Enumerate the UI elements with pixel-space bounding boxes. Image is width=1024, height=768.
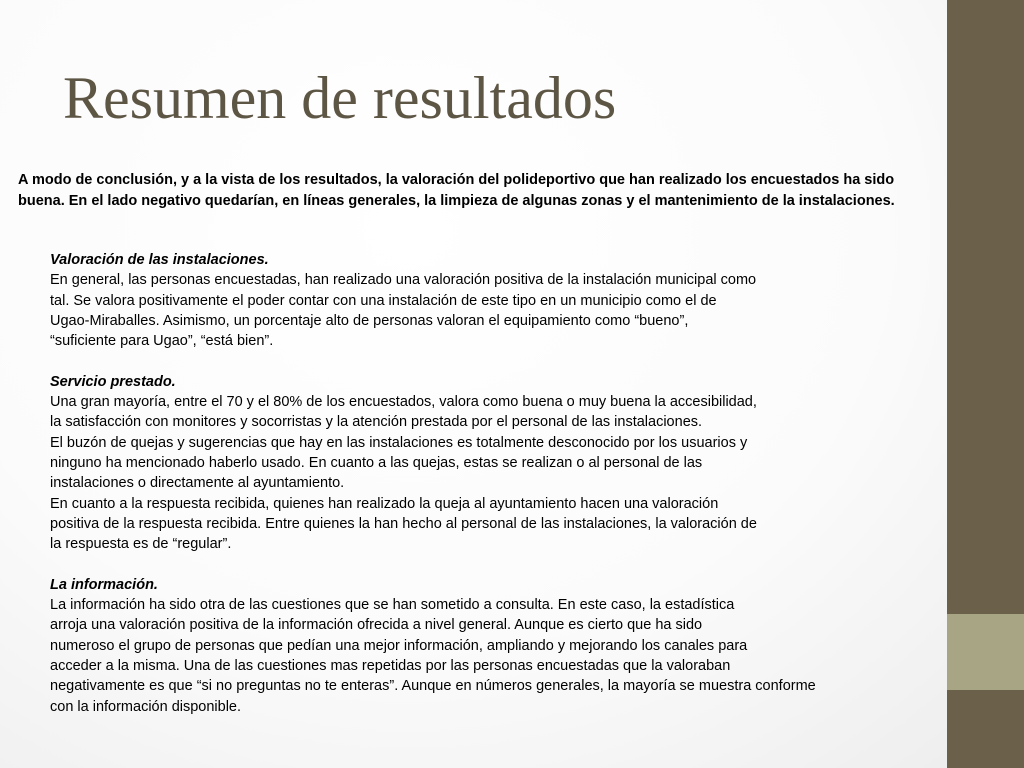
slide-body	[50, 250, 930, 717]
body-line: La información ha sido otra de las cuestiones que se han sometido a consulta. En este caso, la estadística	[50, 597, 735, 614]
body-line: la satisfacción con monitores y socorristas y la atención prestada por el personal de las instalaciones.	[50, 414, 703, 431]
section-la-informacion	[50, 575, 930, 717]
sidebar-decoration-accent	[947, 614, 1024, 690]
body-line: “suficiente para Ugao”, “está bien”.	[50, 333, 274, 350]
body-line: con la información disponible.	[50, 698, 242, 715]
sidebar-decoration-bottom	[947, 690, 1024, 768]
section-heading: La información.	[50, 576, 158, 593]
body-line: numeroso el grupo de personas que pedían una mejor información, ampliando y mejorando los canales para	[50, 637, 748, 654]
body-line: En general, las personas encuestadas, han realizado una valoración positiva de la instalación municipal como	[50, 272, 757, 289]
section-heading: Valoración de las instalaciones.	[50, 252, 269, 268]
body-line: En cuanto a la respuesta recibida, quienes han realizado la queja al ayuntamiento hacen una valoración	[50, 495, 719, 512]
intro-paragraph	[18, 170, 943, 211]
section-valoracion-instalaciones	[50, 250, 930, 351]
section-servicio-prestado	[50, 372, 930, 555]
body-line: negativamente es que “si no preguntas no te enteras”. Aunque en números generales, la mayoría se muestra conforme	[50, 678, 816, 695]
body-line: positiva de la respuesta recibida. Entre quienes la han hecho al personal de las instalaciones, la valoración de	[50, 515, 757, 532]
intro-line: buena. En el lado negativo quedarían, en líneas generales, la limpieza de algunas zonas y el mantenimiento de la instalaciones.	[18, 192, 895, 209]
body-line: la respuesta es de “regular”.	[50, 536, 232, 553]
body-line: arroja una valoración positiva de la información ofrecida a nivel general. Aunque es cierto que ha sido	[50, 617, 703, 634]
body-line: acceder a la misma. Una de las cuestiones mas repetidas por las personas encuestadas que la valoraban	[50, 657, 731, 674]
body-line: Una gran mayoría, entre el 70 y el 80% de los encuestados, valora como buena o muy buena la accesibilidad,	[50, 394, 757, 411]
section-heading: Servicio prestado.	[50, 373, 176, 390]
body-line: instalaciones o directamente al ayuntamiento.	[50, 475, 345, 492]
sidebar-decoration-top	[947, 0, 1024, 614]
intro-line: A modo de conclusión, y a la vista de los resultados, la valoración del polideportivo que han realizado los encuestados ha sido	[18, 172, 895, 188]
body-line: Ugao-Miraballes. Asimismo, un porcentaje alto de personas valoran el equipamiento como “bueno”,	[50, 312, 689, 329]
body-line: El buzón de quejas y sugerencias que hay en las instalaciones es totalmente desconocido por los usuarios y	[50, 434, 748, 451]
body-line: ninguno ha mencionado haberlo usado. En cuanto a las quejas, estas se realizan o al personal de las	[50, 454, 703, 471]
slide-title: Resumen de resultados	[63, 65, 617, 131]
body-line: tal. Se valora positivamente el poder contar con una instalación de este tipo en un municipio como el de	[50, 292, 717, 309]
